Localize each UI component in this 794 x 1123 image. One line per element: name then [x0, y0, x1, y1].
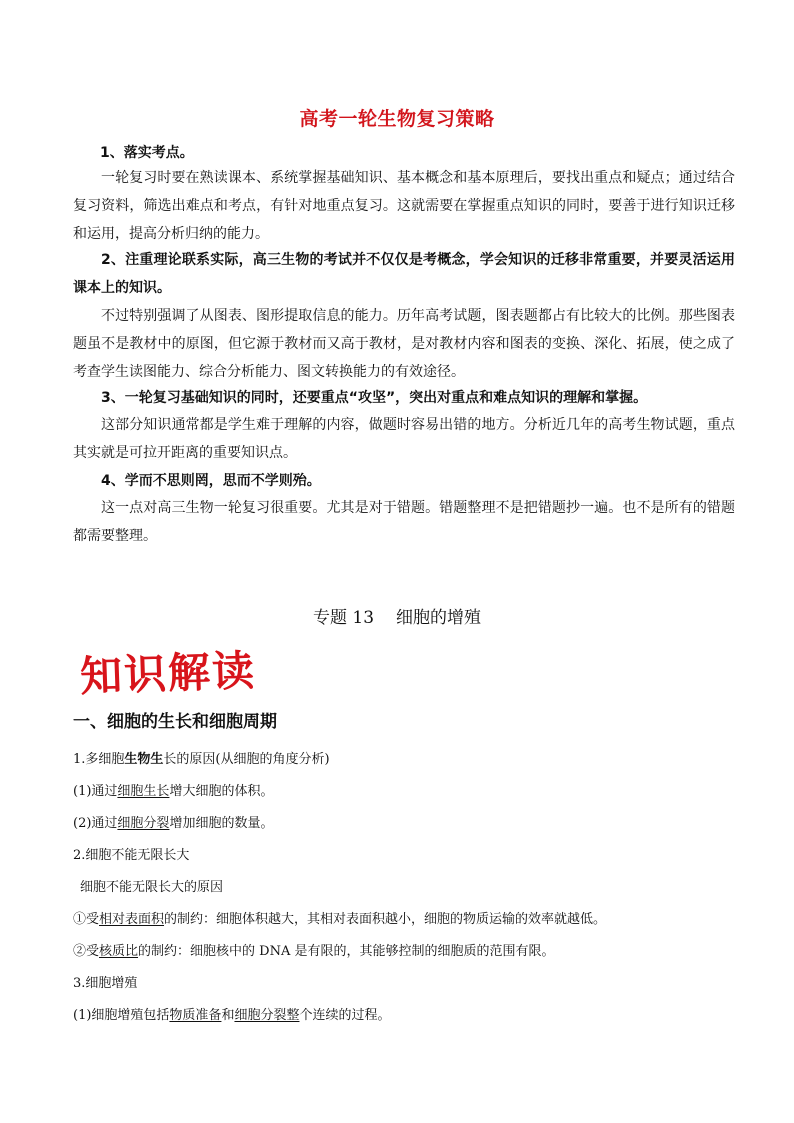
- topic-name: 细胞的增殖: [396, 608, 482, 628]
- line-5: 细胞不能无限长大的原因: [80, 880, 224, 895]
- line-6-text-a: ①受: [73, 912, 100, 927]
- line-1-text-c: 长的原因(从细胞的角度分析): [163, 752, 330, 767]
- line-9: [73, 1004, 390, 1023]
- line-6-text-c: 的制约：细胞体积越大，其相对表面积越小，细胞的物质运输的效率就越低。: [164, 912, 607, 927]
- line-2-text-a: (1)通过: [73, 784, 118, 799]
- line-7-underlined: 核质比: [99, 944, 139, 959]
- line-2-text-c: 增大细胞的体积。: [169, 784, 274, 799]
- line-7-text-c: 的制约：细胞核中的 DNA 是有限的，其能够控制的细胞质的范围有限。: [138, 944, 555, 959]
- strategy-item-2-head: 2、注重理论联系实际，高三生物的考试并不仅仅是考概念，学会知识的迁移非常重要，并要灵活运用课本上的知识。: [73, 252, 735, 296]
- line-8: 3.细胞增殖: [73, 976, 138, 991]
- strategy-item-3-head: 3、一轮复习基础知识的同时，还要重点“攻坚”，突出对重点和难点知识的理解和掌握。: [101, 390, 648, 406]
- strategy-item-3-body: 这部分知识通常都是学生难于理解的内容，做题时容易出错的地方。分析近几年的高考生物试题，重点其实就是可拉开距离的重要知识点。: [73, 417, 735, 461]
- line-7-text-a: ②受: [73, 944, 100, 959]
- line-9-underlined-b: 细胞分裂整: [234, 1008, 300, 1023]
- line-9-text-c: 和: [221, 1008, 235, 1023]
- line-9-text-a: (1)细胞增殖包括: [73, 1008, 170, 1023]
- line-9-text-e: 个连续的过程。: [299, 1008, 391, 1023]
- line-6: [73, 908, 606, 927]
- line-9-underlined-a: 物质准备: [169, 1008, 222, 1023]
- topic-title: [0, 603, 794, 628]
- strategy-item-2-body: 不过特别强调了从图表、图形提取信息的能力。历年高考试题，图表题都占有比较大的比例。那些图表题虽不是教材中的原图，但它源于教材而又高于教材，是对教材内容和图表的变换、深化、拓展，使之成了考查学生读图能力、综合分析能力、图文转换能力的有效途径。: [73, 308, 735, 380]
- line-2-underlined: 细胞生长: [117, 784, 170, 799]
- strategy-item-4-head: 4、学而不思则罔，思而不学则殆。: [101, 473, 321, 489]
- line-1-text-a: 1.多细胞: [73, 752, 125, 767]
- line-6-underlined: 相对表面积: [99, 912, 165, 927]
- line-3-underlined: 细胞分裂: [117, 816, 170, 831]
- strategy-item-4-body: 这一点对高三生物一轮复习很重要。尤其是对于错题。错题整理不是把错题抄一遍。也不是所有的错题都需要整理。: [73, 500, 735, 544]
- topic-number: 专题 13: [312, 608, 375, 628]
- section-heading: 一、细胞的生长和细胞周期: [73, 712, 277, 732]
- line-3-text-c: 增加细胞的数量。: [169, 816, 274, 831]
- strategy-title: 高考一轮生物复习策略: [299, 108, 495, 130]
- knowledge-banner: 知识解读: [79, 645, 257, 701]
- strategy-item-1-head: 1、落实考点。: [100, 145, 194, 161]
- line-3-text-a: (2)通过: [73, 816, 118, 831]
- line-2: [73, 780, 273, 799]
- line-1-text-b: 生物生: [124, 752, 164, 767]
- line-1: [73, 748, 330, 767]
- strategy-item-1-body: 一轮复习时要在熟读课本、系统掌握基础知识、基本概念和基本原理后，要找出重点和疑点；通过结合复习资料，筛选出难点和考点，有针对地重点复习。这就需要在掌握重点知识的同时，要善于进行知识迁移和运用，提高分析归纳的能力。: [73, 170, 735, 242]
- line-3: [73, 812, 273, 831]
- line-4: 2.细胞不能无限长大: [73, 848, 190, 863]
- line-7: [73, 940, 554, 959]
